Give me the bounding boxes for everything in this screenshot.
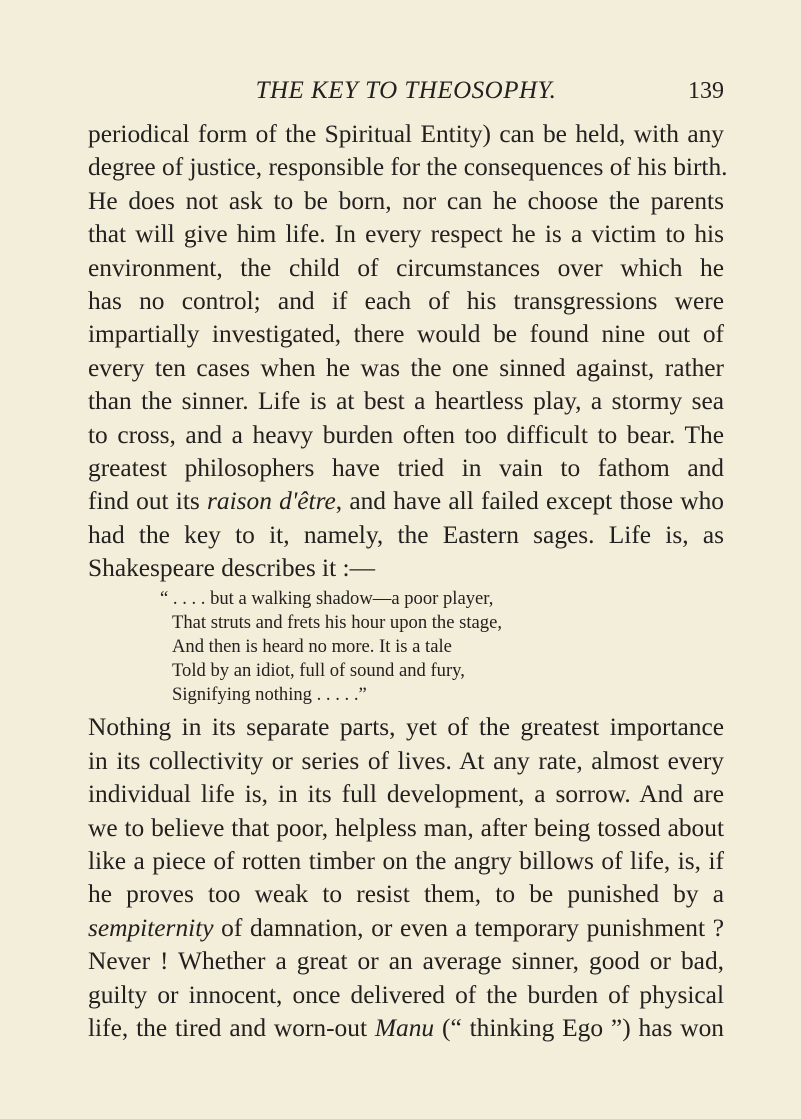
text-line: environment, the child of circumstances over which he: [88, 253, 724, 282]
text-line: like a piece of rotten timber on the angry billows of life, is, if: [88, 847, 724, 876]
quote-line: That struts and frets his hour upon the stage,: [172, 612, 502, 634]
italic-phrase: Manu: [374, 1013, 435, 1042]
text-line: [88, 485, 724, 518]
text-line: greatest philosophers have tried in vain to fathom and: [88, 453, 724, 482]
text-line: He does not ask to be born, nor can he choose the parents: [88, 186, 724, 215]
text-line: in its collectivity or series of lives. At any rate, almost every: [88, 746, 724, 775]
quote-line: Told by an idiot, full of sound and fury,: [172, 660, 465, 682]
text-line: impartially investigated, there would be found nine out of: [88, 320, 724, 349]
text-line: periodical form of the Spiritual Entity) can be held, with any: [88, 120, 724, 148]
body-text: [88, 118, 728, 1045]
text-line: Never ! Whether a great or an average sinner, good or bad,: [88, 947, 724, 976]
text-line: guilty or innocent, once delivered of the burden of physical: [88, 980, 724, 1009]
text-line: to cross, and a heavy burden often too difficult to bear. The: [88, 420, 724, 449]
text-line: had the key to it, namely, the Eastern sages. Life is, as: [88, 520, 724, 549]
running-head: [88, 74, 724, 108]
page-number: 139: [688, 78, 724, 104]
italic-phrase: raison d'être: [207, 487, 336, 516]
quote-line: “ . . . . but a walking shadow—a poor player,: [160, 588, 494, 610]
text-line: individual life is, in its full development, a sorrow. And are: [88, 780, 724, 809]
text-line: degree of justice, responsible for the consequences of his birth.: [88, 153, 728, 182]
text-line: we to believe that poor, helpless man, after being tossed about: [88, 813, 724, 842]
text-line: [88, 1012, 724, 1045]
text-segment: of damnation, or even a temporary punishment ?: [213, 913, 724, 942]
text-segment: (“ thinking Ego ”) has won: [434, 1013, 724, 1042]
quote-line: And then is heard no more. It is a tale: [172, 636, 452, 658]
text-segment: , and have all failed except those who: [335, 487, 724, 516]
text-line: that will give him life. In every respect he is a victim to his: [88, 220, 724, 249]
text-segment: find out its: [88, 487, 207, 516]
text-line: every ten cases when he was the one sinned against, rather: [88, 353, 724, 382]
text-line: [88, 912, 724, 945]
shakespeare-quote: [88, 587, 724, 707]
text-line: Shakespeare describes it :—: [88, 554, 375, 583]
text-line: than the sinner. Life is at best a heartless play, a stormy sea: [88, 387, 724, 416]
text-line: Nothing in its separate parts, yet of the greatest importance: [88, 713, 724, 742]
paragraph-1: [88, 118, 728, 585]
quote-line: Signifying nothing . . . . .”: [172, 684, 367, 706]
text-line: he proves too weak to resist them, to be punished by a: [88, 880, 724, 909]
text-segment: life, the tired and worn-out: [88, 1013, 375, 1042]
running-head-title: THE KEY TO THEOSOPHY.: [255, 77, 557, 104]
paragraph-2: [88, 711, 724, 1045]
text-line: has no control; and if each of his transgressions were: [88, 286, 724, 315]
italic-phrase: sempiternity: [88, 913, 214, 942]
